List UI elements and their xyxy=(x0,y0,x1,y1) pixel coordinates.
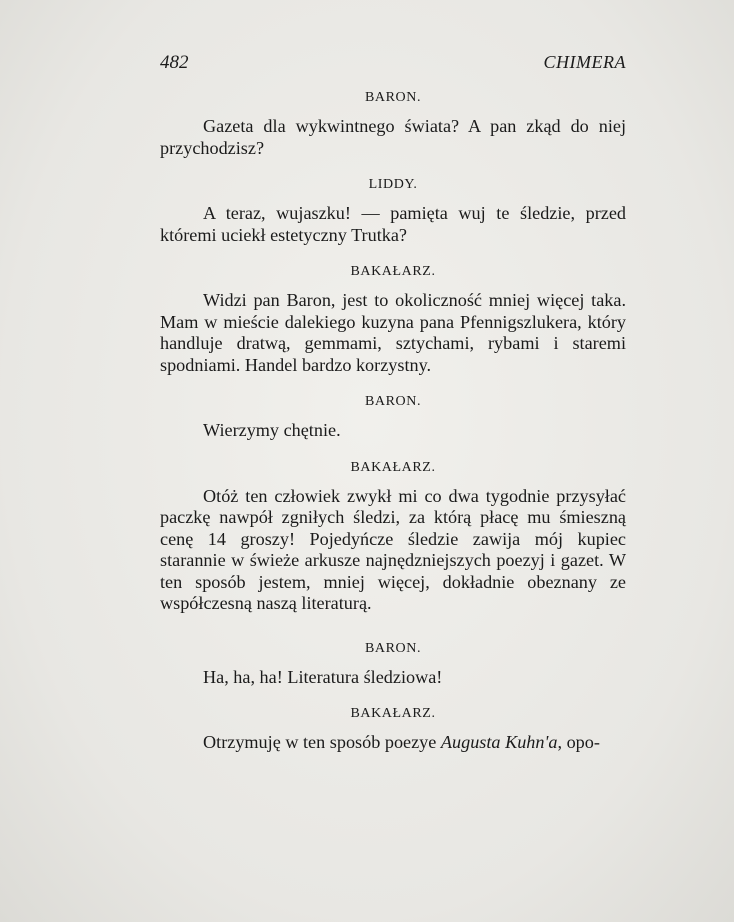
speech-paragraph: Widzi pan Baron, jest to okoliczność mniej więcej taka. Mam w mieście dalekiego kuzyna pana Pfennigszlukera, który handluje dratwą, gemmami, sztychami, rybami i staremi spodniami. Handel bardzo korzystny. xyxy=(160,290,626,375)
speech-paragraph: A teraz, wujaszku! — pamięta wuj te śledzie, przed któremi uciekł estetyczny Trutka? xyxy=(160,203,626,245)
page-header xyxy=(160,52,626,76)
running-title: CHIMERA xyxy=(543,52,626,72)
speaker-label: BARON. xyxy=(364,394,422,409)
speech-paragraph: Otóż ten człowiek zwykł mi co dwa tygodnie przysyłać paczkę nawpół zgniłych śledzi, za którą płacę mu śmieszną cenę 14 groszy! Pojedyńcze śledzie zawija mój kupiec starannie w świeże arkusze najnędzniejszych poezyj i gazet. W ten sposób jestem, mniej więcej, dokładnie obeznany ze współczesną naszą literaturą. xyxy=(160,485,626,613)
page-number: 482 xyxy=(160,52,189,73)
speaker-label: BARON. xyxy=(364,90,422,105)
author-name: Augusta Kuhn'a xyxy=(440,732,558,752)
speech-text: , opo- xyxy=(557,732,600,752)
speech-text: Otrzymuję w ten sposób poezye xyxy=(203,732,441,752)
speaker-label: BAKAŁARZ. xyxy=(350,264,436,279)
speech-paragraph xyxy=(160,732,626,754)
page-body xyxy=(160,88,626,754)
speaker-label: BARON. xyxy=(364,640,422,656)
speaker-label: LIDDY. xyxy=(368,177,418,192)
speech-paragraph: Gazeta dla wykwintnego świata? A pan zkąd do niej przychodzisz? xyxy=(160,116,626,158)
speech-paragraph: Wierzymy chętnie. xyxy=(203,420,341,440)
speaker-label: BAKAŁARZ. xyxy=(350,459,436,475)
speech-paragraph: Ha, ha, ha! Literatura śledziowa! xyxy=(203,666,443,687)
speaker-label: BAKAŁARZ. xyxy=(350,706,436,721)
